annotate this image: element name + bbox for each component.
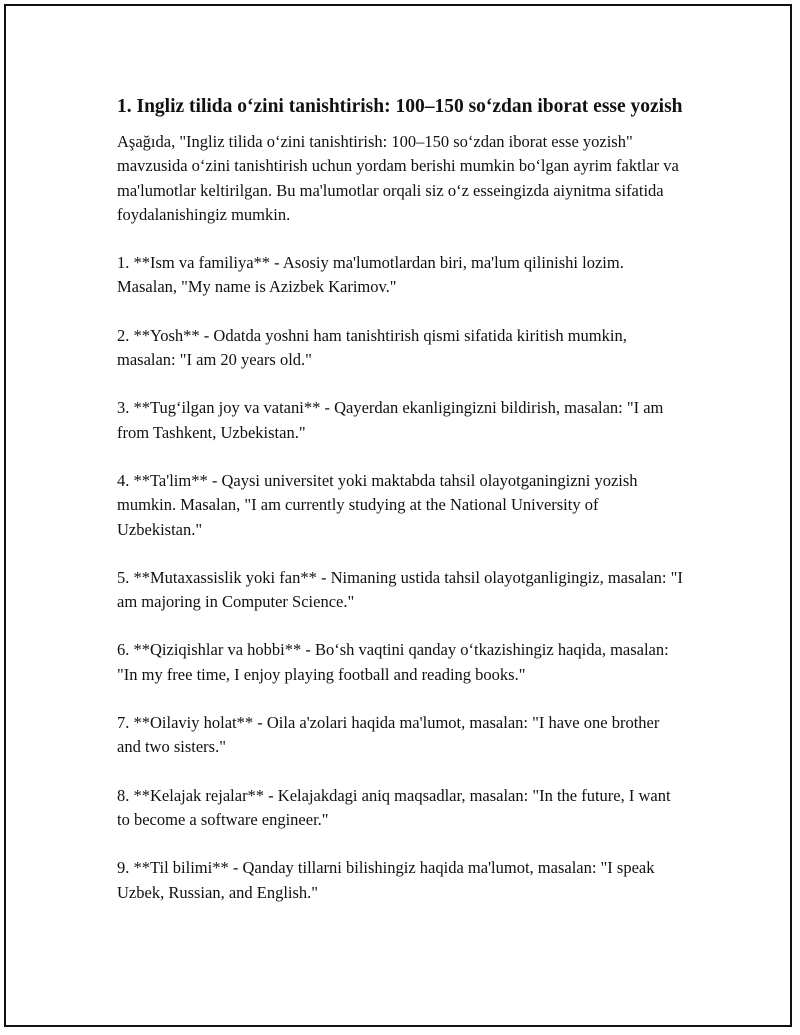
fact-item-languages: 9. **Til bilimi** - Qanday tillarni bilishingiz haqida ma'lumot, masalan: "I speak Uzbek, Russian, and English." [117, 858, 655, 902]
fact-item-age: 2. **Yosh** - Odatda yoshni ham tanishtirish qismi sifatida kiritish mumkin, masalan: "I am 20 years old." [117, 325, 627, 370]
fact-item-education: 4. **Ta'lim** - Qaysi universitet yoki maktabda tahsil olayotganingizni yozish mumkin. Masalan, "I am currently studying at the National University of Uzbekistan." [117, 470, 638, 539]
document-title: 1. Ingliz tilida o‘zini tanishtirish: 100–150 so‘zdan iborat esse yozish [117, 96, 683, 117]
fact-item-future-plans: 8. **Kelajak rejalar** - Kelajakdagi aniq maqsadlar, masalan: "In the future, I want to become a software engineer." [117, 785, 671, 829]
fact-item-major: 5. **Mutaxassislik yoki fan** - Nimaning ustida tahsil olayotganligingiz, masalan: "I am majoring in Computer Science." [117, 567, 683, 612]
fact-item-name: 1. **Ism va familiya** - Asosiy ma'lumotlardan biri, ma'lum qilinishi lozim. Masalan, "My name is Azizbek Karimov." [117, 253, 624, 297]
fact-item-birthplace: 3. **Tug‘ilgan joy va vatani** - Qayerdan ekanligingizni bildirish, masalan: "I am from Tashkent, Uzbekistan." [117, 398, 664, 442]
document-body [117, 93, 687, 929]
fact-item-hobbies: 6. **Qiziqishlar va hobbi** - Bo‘sh vaqtini qanday o‘tkazishingiz haqida, masalan: "In my free time, I enjoy playing football and reading books." [117, 640, 669, 684]
intro-paragraph: Aşağıda, "Ingliz tilida o‘zini tanishtirish: 100–150 so‘zdan iborat esse yozish" mavzusida o‘zini tanishtirish uchun yordam berishi mumkin bo‘lgan ayrim faktlar va ma'lumotlar keltirilgan. Bu ma'lumotlar orqali siz o‘z esseingizda aiynitma sifatida foydalanishingiz mumkin. [117, 132, 679, 224]
fact-list [117, 251, 687, 905]
fact-item-family: 7. **Oilaviy holat** - Oila a'zolari haqida ma'lumot, masalan: "I have one brother and two sisters." [117, 713, 660, 757]
